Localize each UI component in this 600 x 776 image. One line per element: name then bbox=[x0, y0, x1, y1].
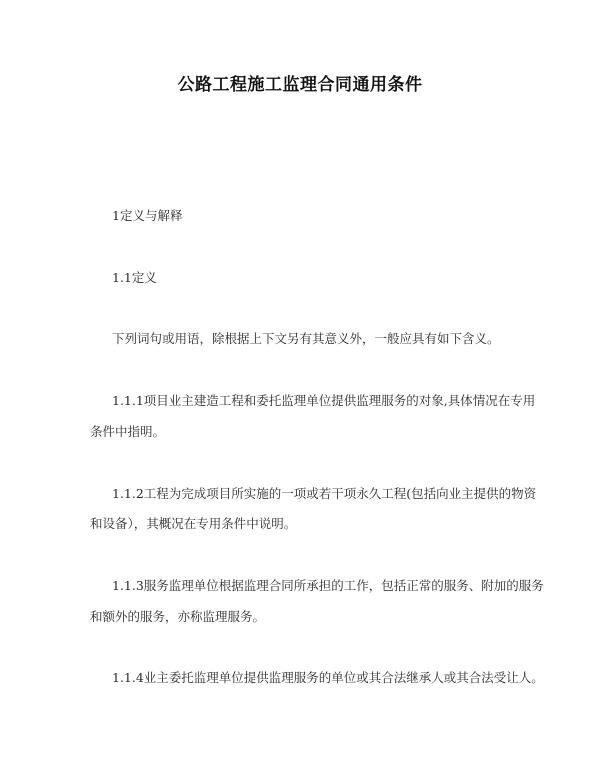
paragraph-line: 下列词句或用语，除根据上下文另有其意义外，一般应具有如下含义。 bbox=[112, 331, 500, 346]
paragraph-line: 和设备），其概况在专用条件中说明。 bbox=[90, 516, 297, 531]
document-title: 公路工程施工监理合同通用条件 bbox=[177, 75, 423, 95]
paragraph-line: 1.1.2工程为完成项目所实施的一项或若干项永久工程(包括向业主提供的物资 bbox=[112, 486, 537, 501]
paragraph-line: 1.1.3服务监理单位根据监理合同所承担的工作，包括正常的服务、附加的服务 bbox=[112, 578, 544, 593]
paragraph-line: 条件中指明。 bbox=[90, 424, 166, 439]
paragraph-line: 1.1.1项目业主建造工程和委托监理单位提供监理服务的对象,具体情况在专用 bbox=[112, 393, 536, 408]
paragraph-line: 1.1.4业主委托监理单位提供监理服务的单位或其合法继承人或其合法受让人。 bbox=[112, 670, 544, 685]
section-heading: 1定义与解释 bbox=[112, 208, 183, 223]
paragraph-line: 和额外的服务，亦称监理服务。 bbox=[90, 609, 266, 624]
subsection-heading: 1.1定义 bbox=[112, 270, 157, 285]
